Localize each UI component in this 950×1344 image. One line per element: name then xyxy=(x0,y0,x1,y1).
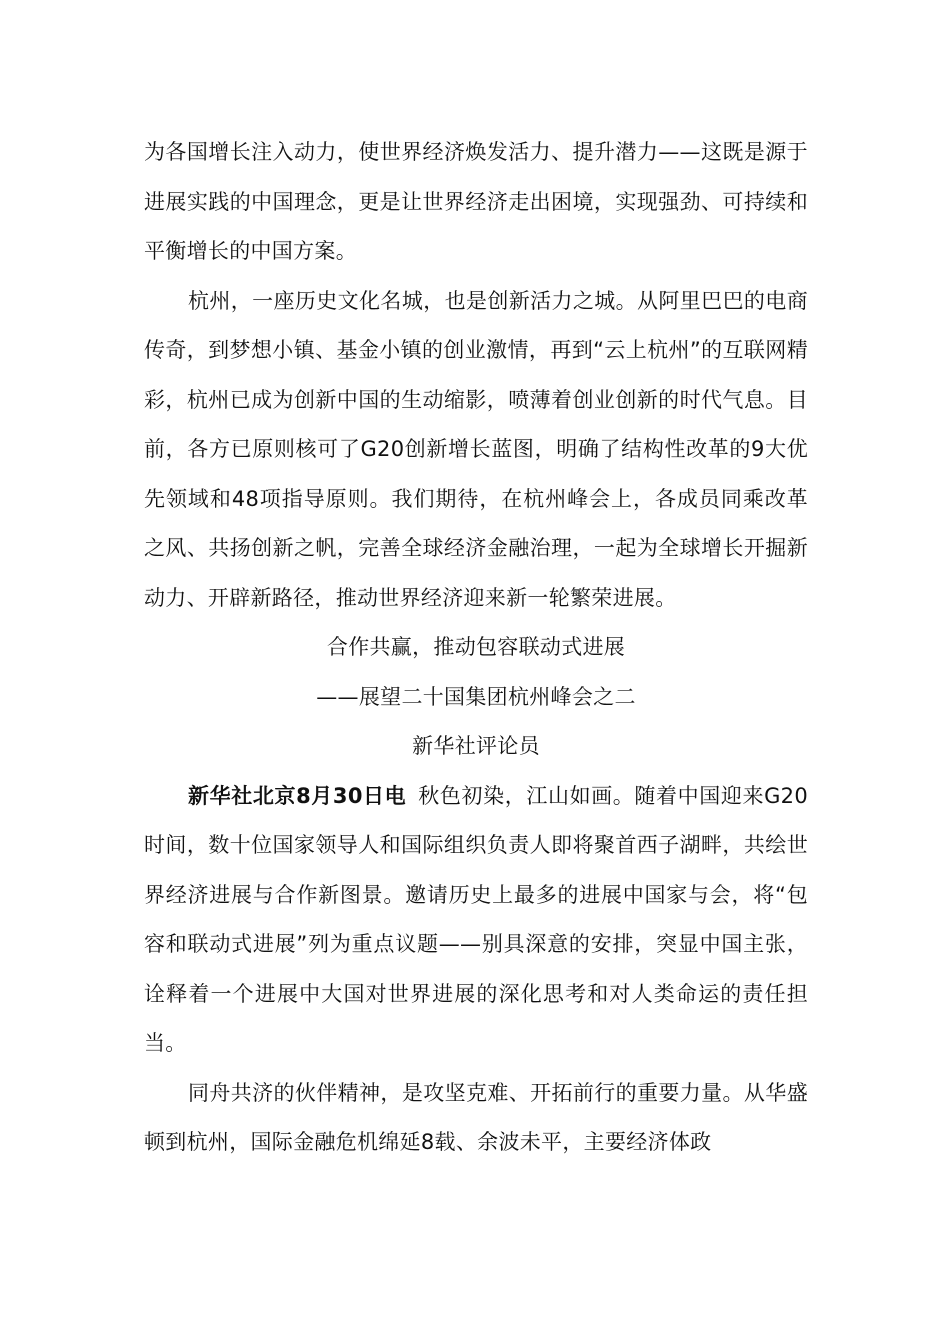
paragraph-3-text: 秋色初染，江山如画。随着中国迎来G20时间，数十位国家领导人和国际组织负责人即将聚首西子湖畔，共绘世界经济进展与合作新图景。邀请历史上最多的进展中国家与会，将“包容和联动式进展”列为重点议题——别具深意的安排，突显中国主张，诠释着一个进展中大国对世界进展的深化思考和对人类命运的责任担当。 xyxy=(144,783,808,1055)
article-subtitle: ——展望二十国集团杭州峰会之二 xyxy=(316,684,636,709)
article-title: 合作共赢，推动包容联动式进展 xyxy=(326,635,626,659)
article-author: 新华社评论员 xyxy=(412,734,540,758)
paragraph-3 xyxy=(144,772,808,1069)
paragraph-2: 杭州，一座历史文化名城，也是创新活力之城。从阿里巴巴的电商传奇，到梦想小镇、基金小镇的创业激情，再到“云上杭州”的互联网精彩，杭州已成为创新中国的生动缩影，喷薄着创业创新的时代气息。目前，各方已原则核可了G20创新增长蓝图，明确了结构性改革的9大优先领域和48项指导原则。我们期待，在杭州峰会上，各成员同乘改革之风、共扬创新之帆，完善全球经济金融治理，一起为全球增长开掘新动力、开辟新路径，推动世界经济迎来新一轮繁荣进展。 xyxy=(144,288,808,610)
paragraph-4: 同舟共济的伙伴精神，是攻坚克难、开拓前行的重要力量。从华盛顿到杭州，国际金融危机绵延8载、余波未平，主要经济体政 xyxy=(144,1080,808,1154)
document-page xyxy=(144,128,808,1168)
dateline: 新华社北京8月30日电 xyxy=(188,783,407,808)
paragraph-1: 为各国增长注入动力，使世界经济焕发活力、提升潜力——这既是源于进展实践的中国理念，更是让世界经济走出困境，实现强劲、可持续和平衡增长的中国方案。 xyxy=(144,140,808,263)
